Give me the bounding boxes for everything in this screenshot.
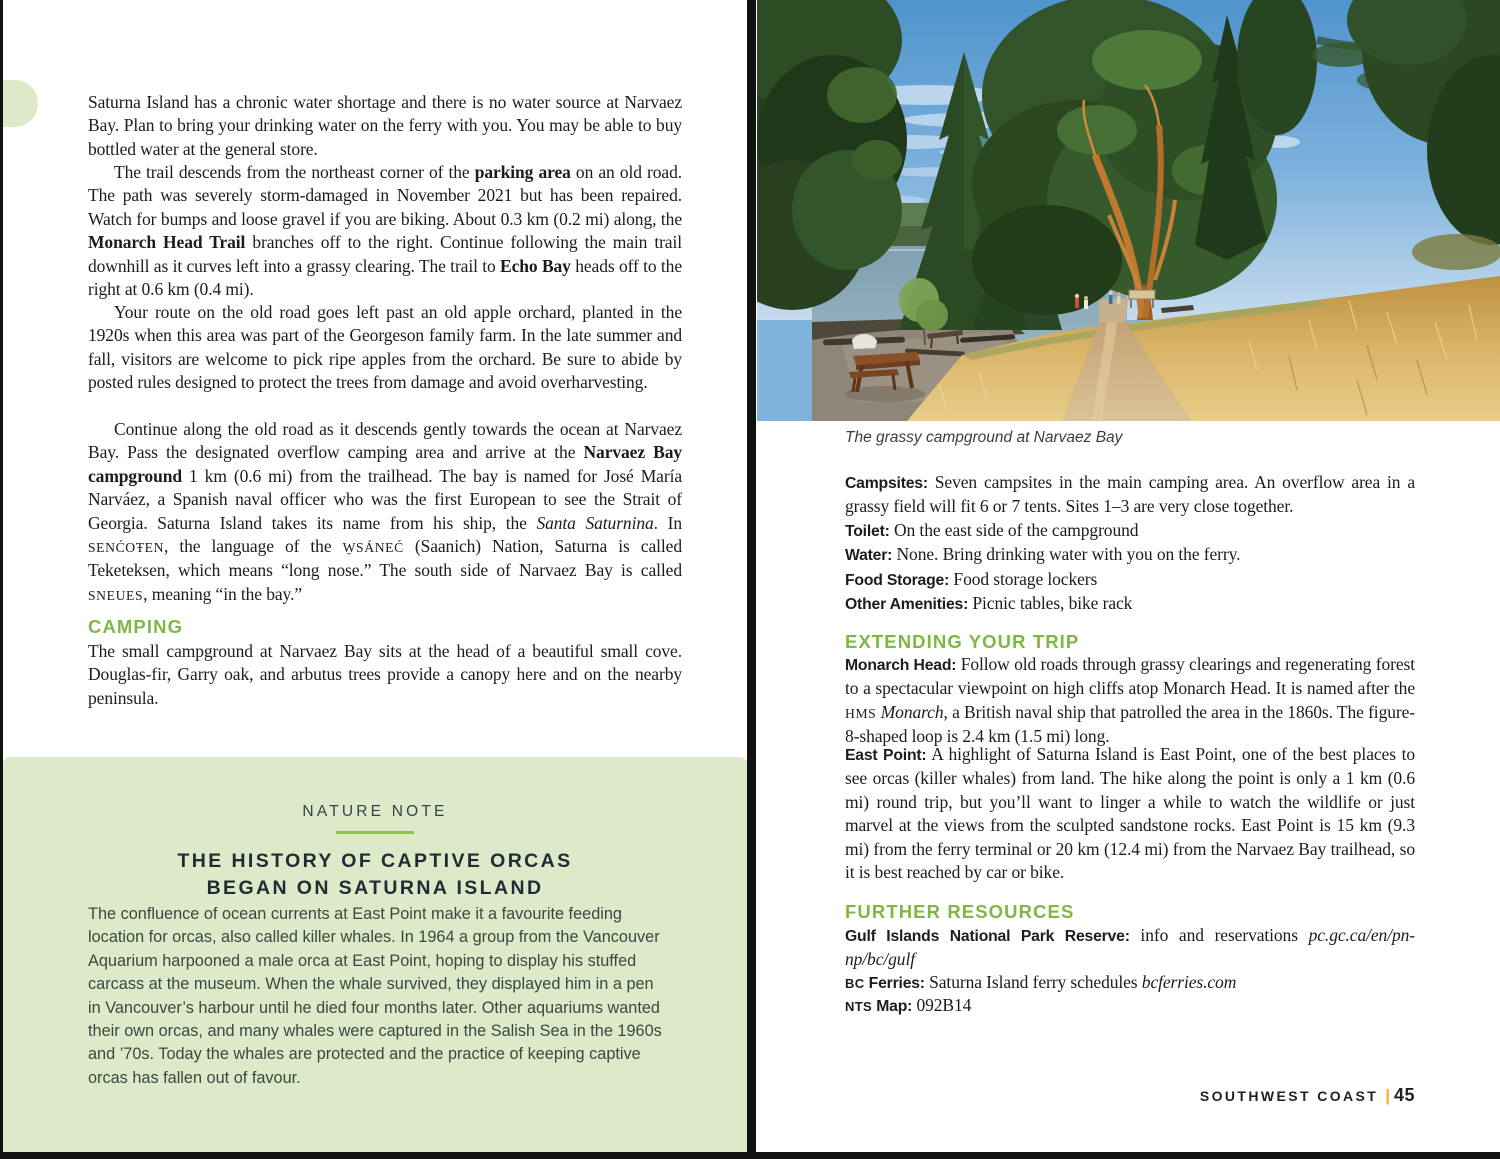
extending-item-east-point: East Point: A highlight of Saturna Island is East Point, one of the best places to see orcas (killer whales) from land. The hike along the point is only a 1 km (0.6 mi) round trip, but you’ll want to linger a while to watch the wildlife or just marvel at the views from the sculpted sandstone rocks. East Point is 15 km (9.3 mi) from the ferry terminal or 20 km (12.4 mi) from the Narvaez Bay trailhead, so it is best reached by car or bike. bbox=[845, 744, 1416, 883]
photo-caption: The grassy campground at Narvaez Bay bbox=[845, 429, 1123, 446]
page-left-edge bbox=[0, 0, 3, 1159]
page-gutter bbox=[747, 0, 756, 1159]
info-food-storage: Food Storage: Food storage lockers bbox=[845, 568, 1098, 589]
camping-paragraph: The small campground at Narvaez Bay sits at the head of a beautiful small cove. Douglas-fir, Garry oak, and arbutus trees provide a canopy here and on the nearby peninsula. bbox=[88, 641, 682, 708]
resource-bc-ferries: BC Ferries: Saturna Island ferry schedules bcferries.com bbox=[845, 972, 1237, 992]
resource-gulf-islands: Gulf Islands National Park Reserve: info and reservations pc.gc.ca/en/pn-np/bc/gulf bbox=[845, 925, 1415, 970]
nature-note-body: The confluence of ocean currents at East Point make it a favourite feeding location for orcas, also called killer whales. In 1964 a group from the Vancouver Aquarium harpooned a male orca at East Point, hoping to display his stuffed carcass at the museum. When the whale survived, they displayed him in a pen in Vancouver’s harbour until he died four months later. Other aquariums wanted their own orcas, and many whales were captured in the Salish Sea in the 1960s and ’70s. Today the whales are protected and the practice of keeping captive orcas has fallen out of favour. bbox=[88, 905, 662, 1087]
campsite-info-list bbox=[845, 471, 1415, 616]
info-campsites: Campsites: Seven campsites in the main camping area. An overflow area in a grassy field will fit 6 or 7 tents. Sites 1–3 are very close together. bbox=[845, 472, 1415, 517]
page-footer bbox=[845, 1085, 1415, 1106]
camping-heading: CAMPING bbox=[88, 616, 184, 637]
further-resources-heading: FURTHER RESOURCES bbox=[845, 901, 1075, 922]
body-paragraph-4: Continue along the old road as it descends gently towards the ocean at Narvaez Bay. Pass the designated overflow camping area and arrive at the Narvaez Bay campground 1 km (0.6 mi) from the trailhead. The bay is named for José María Narváez, a Spanish naval officer who was the first European to see the Strait of Georgia. Saturna Island takes its name from his ship, the Santa Saturnina. In SENĆOŦEN, the language of the W̱SÁNEĆ (Saanich) Nation, Saturna is called Teketeksen, which means “long nose.” The south side of Narvaez Bay is called SNEUES, meaning “in the bay.” bbox=[88, 419, 682, 604]
body-paragraph-2: The trail descends from the northeast corner of the parking area on an old road. The path was severely storm-damaged in November 2021 but has been repaired. Watch for bumps and loose gravel if you are biking. About 0.3 km (0.2 mi) along, the Monarch Head Trail branches off to the right. Continue following the main trail downhill as it curves left into a grassy clearing. The trail to Echo Bay heads off to the right at 0.6 km (0.4 mi). bbox=[88, 162, 682, 300]
info-toilet: Toilet: On the east side of the campground bbox=[845, 519, 1139, 540]
nature-note-rule bbox=[336, 831, 414, 834]
footer-divider: | bbox=[1385, 1086, 1390, 1105]
resource-nts-map: NTS Map: 092B14 bbox=[845, 995, 972, 1015]
body-paragraph-1: Saturna Island has a chronic water shortage and there is no water source at Narvaez Bay. Plan to bring your drinking water on the ferry with you. You may be able to buy bottled water at the general store. bbox=[88, 92, 682, 159]
info-other-amenities: Other Amenities: Picnic tables, bike rack bbox=[845, 593, 1133, 614]
campground-photo-illustration bbox=[757, 0, 1500, 421]
body-paragraph-3: Your route on the old road goes left past an old apple orchard, planted in the 1920s when this area was part of the Georgeson family farm. In the late summer and fall, visitors are welcome to pick ripe apples from the orchard. Be sure to abide by posted rules designed to protect the trees from damage and avoid overharvesting. bbox=[88, 302, 682, 393]
campground-photo bbox=[757, 0, 1500, 421]
page-bottom-edge bbox=[0, 1152, 1500, 1159]
nature-note-title: THE HISTORY OF CAPTIVE ORCAS BEGAN ON SATURNA ISLAND bbox=[177, 850, 573, 899]
nature-note-box bbox=[3, 757, 747, 1152]
nature-note-label: NATURE NOTE bbox=[302, 803, 448, 820]
extending-your-trip-heading: EXTENDING YOUR TRIP bbox=[845, 631, 1080, 652]
info-water: Water: None. Bring drinking water with you on the ferry. bbox=[845, 544, 1241, 565]
footer-page-number: 45 bbox=[1393, 1085, 1415, 1105]
chapter-color-tab bbox=[3, 80, 38, 127]
footer-section-label: SOUTHWEST COAST bbox=[1199, 1088, 1379, 1104]
extending-item-monarch-head: Monarch Head: Follow old roads through grassy clearings and regenerating forest to a spectacular viewpoint on high cliffs atop Monarch Head. It is named after the HMS Monarch, a British naval ship that patrolled the area in the 1860s. The figure-8-shaped loop is 2.4 km (1.5 mi) long. bbox=[845, 654, 1415, 747]
